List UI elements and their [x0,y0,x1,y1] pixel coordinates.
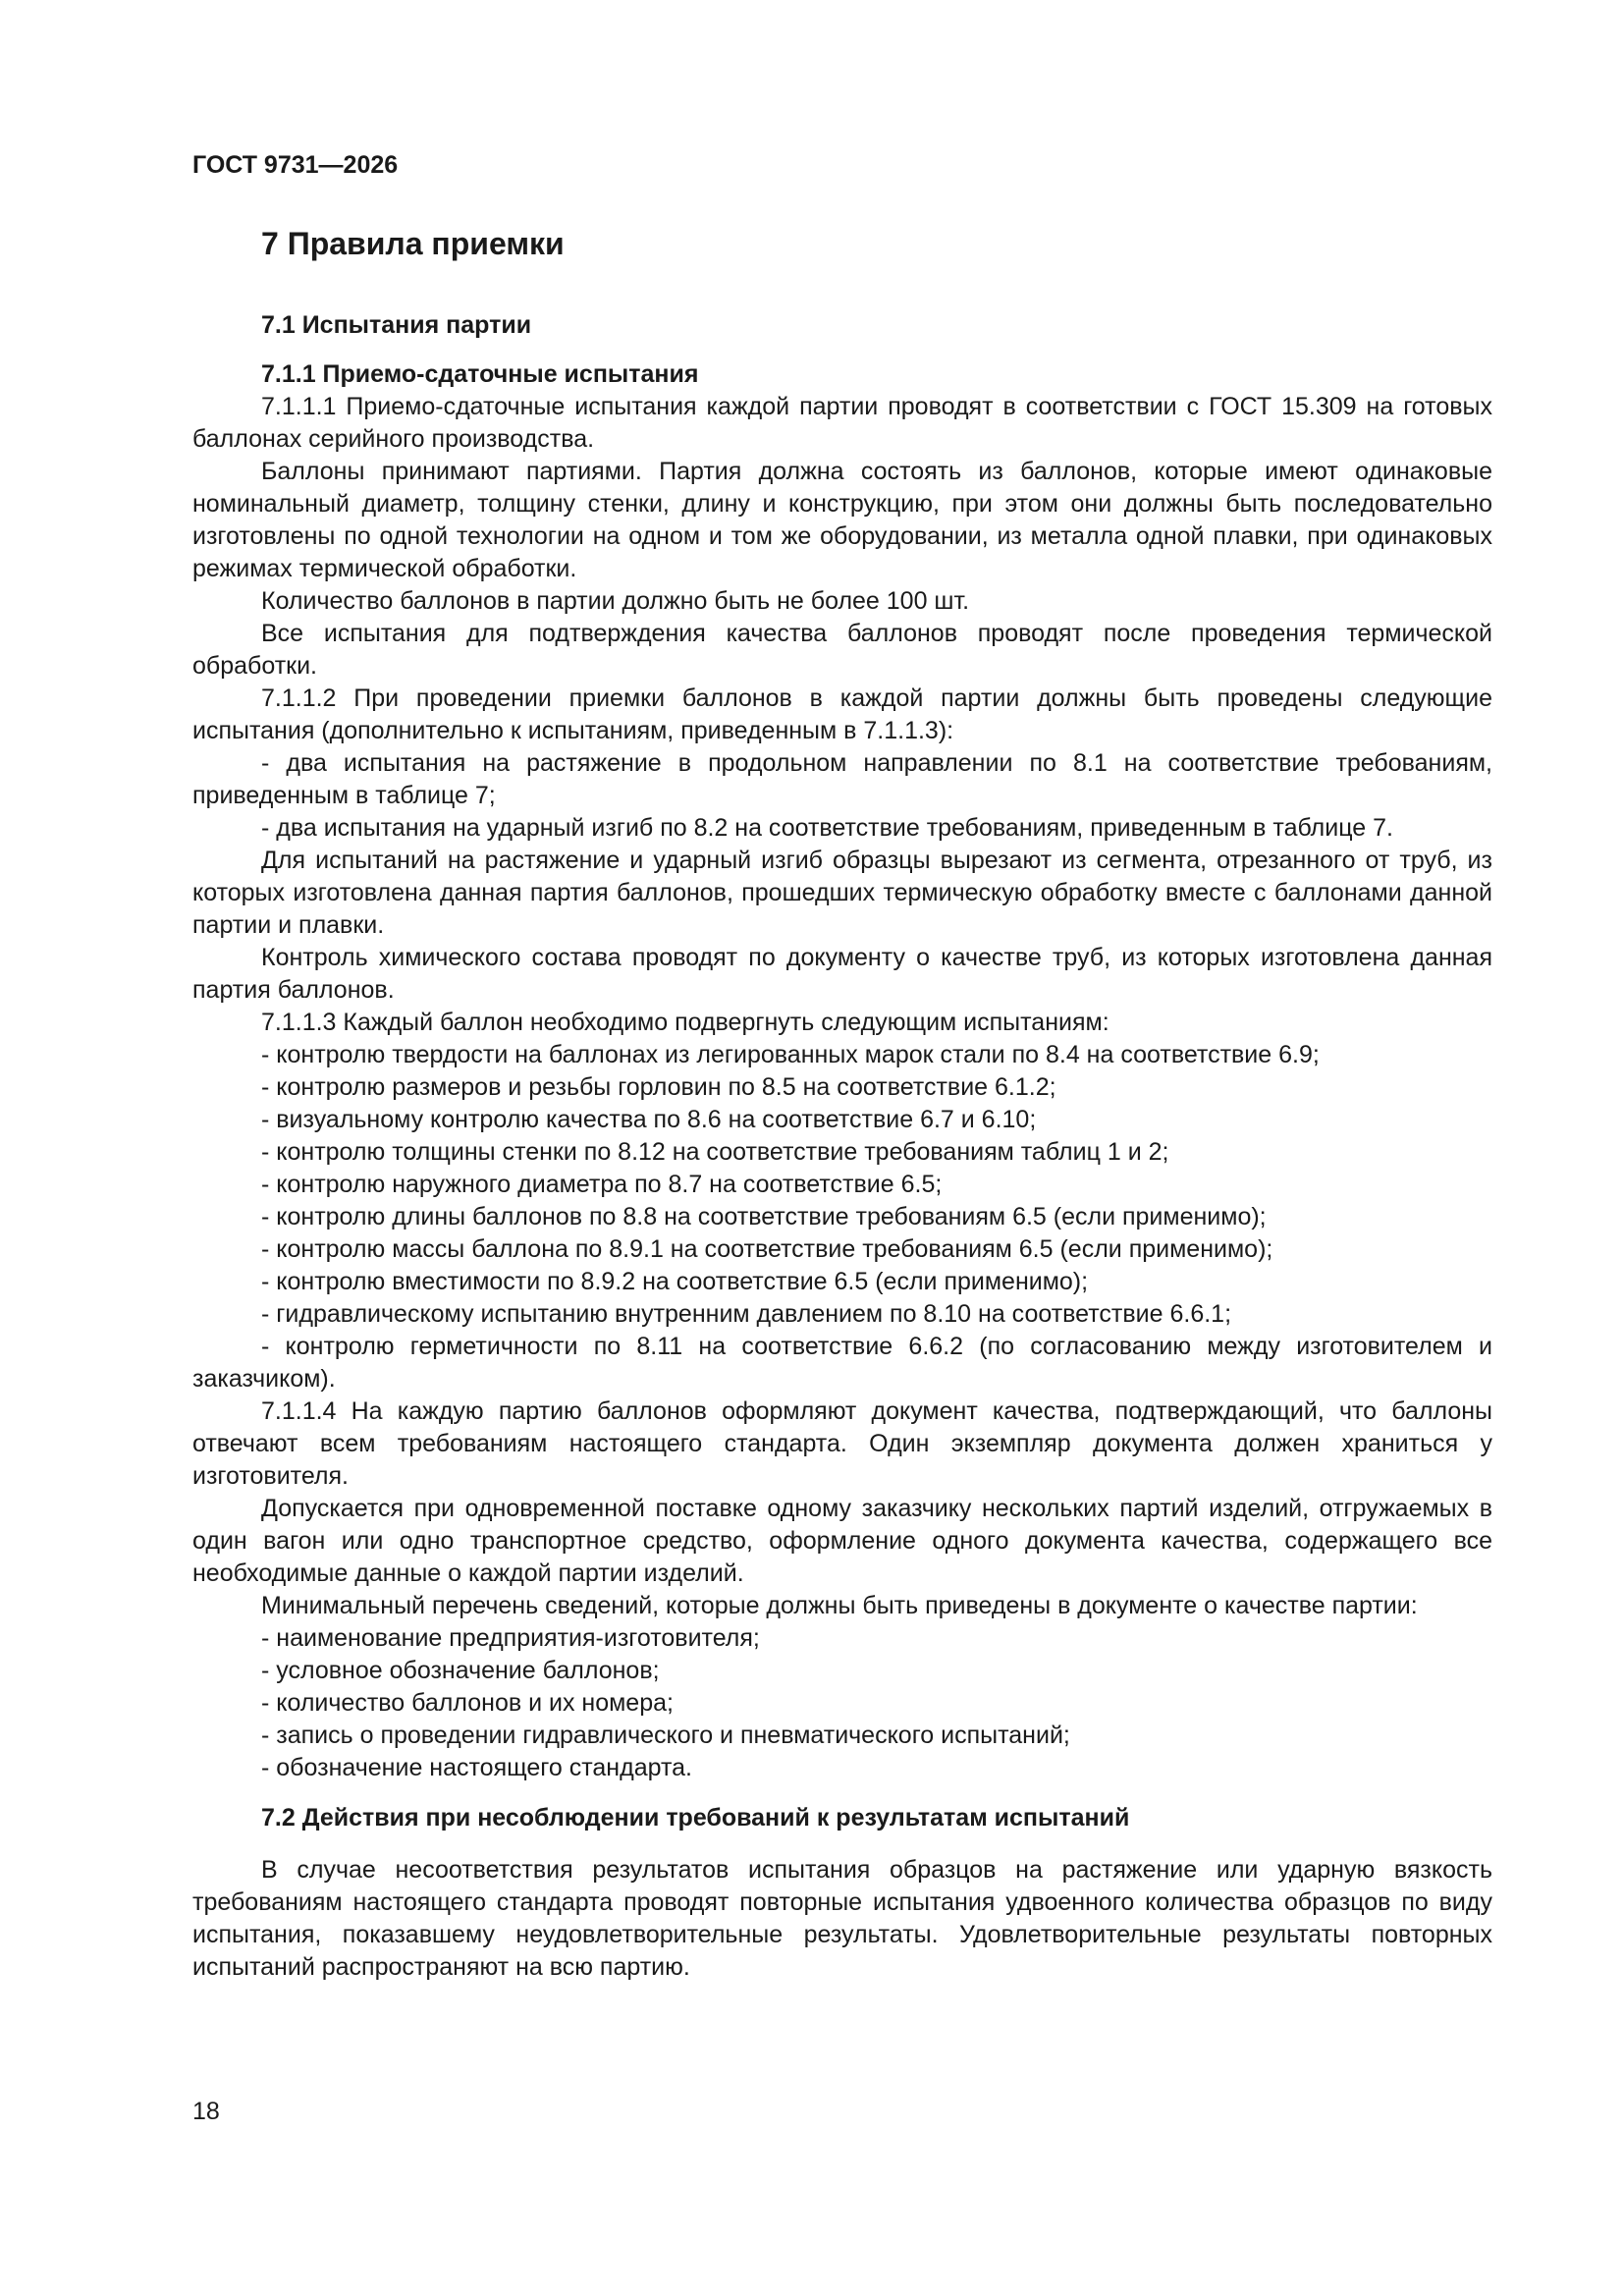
list-item: - два испытания на растяжение в продольном направлении по 8.1 на соответствие требованиям, приведенным в таблице 7; [192,749,1492,809]
paragraph: Количество баллонов в партии должно быть не более 100 шт. [261,587,970,615]
list-item: - контролю размеров и резьбы горловин по 8.5 на соответствие 6.1.2; [261,1073,1056,1101]
list-item: - контролю герметичности по 8.11 на соответствие 6.6.2 (по согласованию между изготовителем и заказчиком). [192,1333,1492,1393]
paragraph: 7.1.1.4 На каждую партию баллонов оформляют документ качества, подтверждающий, что баллоны отвечают всем требованиям настоящего стандарта. Один экземпляр документа должен храниться у изготовителя. [192,1397,1492,1490]
paragraph: Для испытаний на растяжение и ударный изгиб образцы вырезают из сегмента, отрезанного от труб, из которых изготовлена данная партия баллонов, прошедших термическую обработку вместе с баллонами данной партии и плавки. [192,847,1492,939]
list-item: - гидравлическому испытанию внутренним давлением по 8.10 на соответствие 6.6.1; [261,1300,1232,1328]
list-item: - контролю толщины стенки по 8.12 на соответствие требованиям таблиц 1 и 2; [261,1138,1169,1166]
list-item: - запись о проведении гидравлического и пневматического испытаний; [261,1722,1070,1749]
list-item: - количество баллонов и их номера; [261,1689,674,1717]
paragraph: В случае несоответствия результатов испытания образцов на растяжение или ударную вязкость требованиям настоящего стандарта проводят повторные испытания удвоенного количества образцов по виду испытания, показавшему неудовлетворительные результаты. Удовлетворительные результаты повторных испытаний распространяют на всю партию. [192,1856,1492,1981]
list-item: - два испытания на ударный изгиб по 8.2 на соответствие требованиям, приведенным в таблице 7. [261,814,1393,842]
subsection-title-7-2: 7.2 Действия при несоблюдении требований к результатам испытаний [261,1804,1130,1831]
section-title: 7 Правила приемки [261,226,565,261]
document-body [192,309,1492,1984]
subsection-title-7-1: 7.1 Испытания партии [261,311,532,339]
list-item: - контролю длины баллонов по 8.8 на соответствие требованиям 6.5 (если применимо); [261,1203,1267,1230]
paragraph: 7.1.1.1 Приемо-сдаточные испытания каждой партии проводят в соответствии с ГОСТ 15.309 на готовых баллонах серийного производства. [192,393,1492,453]
document-header: ГОСТ 9731—2026 [192,151,399,179]
paragraph: Все испытания для подтверждения качества баллонов проводят после проведения термической обработки. [192,620,1492,680]
page-number: 18 [192,2098,220,2125]
paragraph: 7.1.1.2 При проведении приемки баллонов в каждой партии должны быть проведены следующие испытания (дополнительно к испытаниям, приведенным в 7.1.1.3): [192,684,1492,744]
paragraph: Баллоны принимают партиями. Партия должна состоять из баллонов, которые имеют одинаковые номинальный диаметр, толщину стенки, длину и конструкцию, при этом они должны быть последовательно изготовлены по одной технологии на одном и том же оборудовании, из металла одной плавки, при одинаковых режимах термической обработки. [192,458,1492,582]
list-item: - контролю вместимости по 8.9.2 на соответствие 6.5 (если применимо); [261,1268,1089,1295]
paragraph: 7.1.1.3 Каждый баллон необходимо подвергнуть следующим испытаниям: [261,1009,1109,1036]
paragraph: Контроль химического состава проводят по документу о качестве труб, из которых изготовлена данная партия баллонов. [192,944,1492,1004]
list-item: - визуальному контролю качества по 8.6 на соответствие 6.7 и 6.10; [261,1106,1037,1133]
paragraph: Допускается при одновременной поставке одному заказчику нескольких партий изделий, отгружаемых в один вагон или одно транспортное средство, оформление одного документа качества, содержащего все необходимые данные о каждой партии изделий. [192,1495,1492,1587]
list-item: - контролю наружного диаметра по 8.7 на соответствие 6.5; [261,1171,943,1198]
list-item: - условное обозначение баллонов; [261,1657,660,1684]
list-item: - контролю массы баллона по 8.9.1 на соответствие требованиям 6.5 (если применимо); [261,1235,1273,1263]
list-item: - обозначение настоящего стандарта. [261,1754,692,1781]
paragraph: Минимальный перечень сведений, которые должны быть приведены в документе о качестве партии: [261,1592,1418,1619]
subsection-title-7-1-1: 7.1.1 Приемо-сдаточные испытания [261,360,699,388]
list-item: - наименование предприятия-изготовителя; [261,1624,760,1652]
list-item: - контролю твердости на баллонах из легированных марок стали по 8.4 на соответствие 6.9; [261,1041,1320,1068]
